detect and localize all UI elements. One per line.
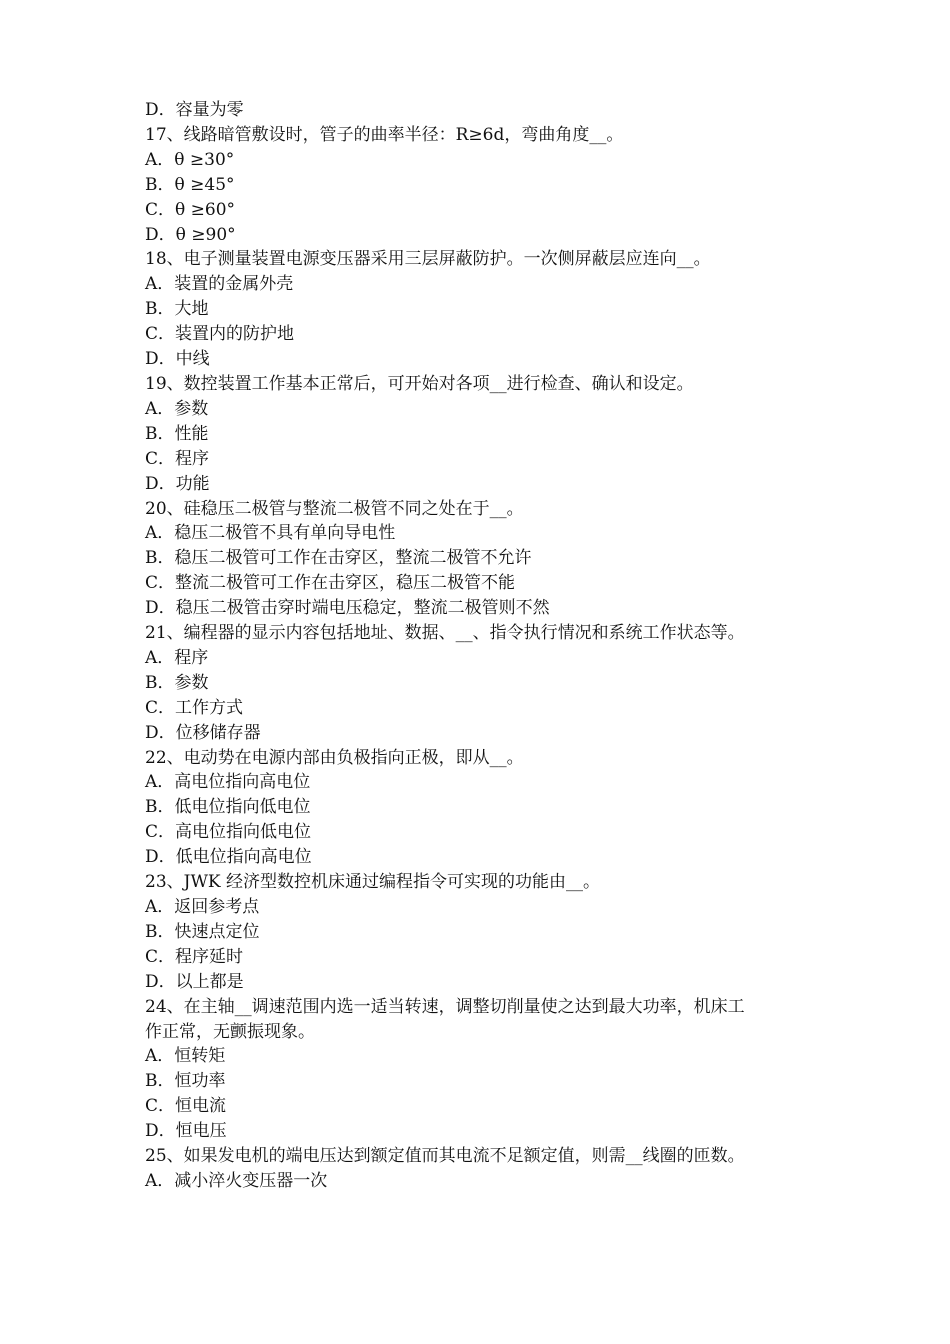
question-24-stem-continued: 作正常，无颤振现象。 — [145, 1021, 315, 1042]
option-line: C．高电位指向低电位 — [145, 822, 312, 843]
option-line: B．恒功率 — [145, 1071, 226, 1092]
option-line: B．低电位指向低电位 — [145, 797, 311, 818]
option-line: A．稳压二极管不具有单向导电性 — [145, 523, 396, 544]
option-line: B．θ ≥45° — [145, 174, 235, 195]
option-line: D．恒电压 — [145, 1121, 227, 1142]
option-line: A．程序 — [145, 647, 209, 668]
question-18-stem: 18、电子测量装置电源变压器采用三层屏蔽防护。一次侧屏蔽层应连向__。 — [145, 249, 711, 270]
option-line: A．参数 — [145, 398, 209, 419]
option-line: D．功能 — [145, 473, 210, 494]
option-line: B．稳压二极管可工作在击穿区，整流二极管不允许 — [145, 548, 532, 569]
question-17-stem: 17、线路暗管敷设时，管子的曲率半径：R≥6d，弯曲角度__。 — [145, 124, 624, 145]
option-line: A．θ ≥30° — [145, 149, 235, 170]
option-line: D．稳压二极管击穿时端电压稳定，整流二极管则不然 — [145, 598, 550, 619]
option-line: C．θ ≥60° — [145, 199, 236, 220]
option-line: A．装置的金属外壳 — [145, 274, 294, 295]
option-line: D．θ ≥90° — [145, 224, 236, 245]
option-line: B．大地 — [145, 299, 209, 320]
option-line: A．减小淬火变压器一次 — [145, 1170, 328, 1191]
option-line: A．返回参考点 — [145, 897, 260, 917]
option-line: C．恒电流 — [145, 1096, 227, 1117]
option-line: C．工作方式 — [145, 697, 244, 718]
option-line: C．整流二极管可工作在击穿区，稳压二极管不能 — [145, 573, 516, 594]
option-line: B．参数 — [145, 672, 209, 693]
option-line: D．以上都是 — [145, 971, 244, 992]
option-line: D．容量为零 — [145, 100, 244, 120]
option-line: C．装置内的防护地 — [145, 324, 295, 345]
question-text-block — [145, 98, 815, 1194]
option-line: C．程序 — [145, 448, 210, 469]
question-19-stem: 19、数控装置工作基本正常后，可开始对各项__进行检查、确认和设定。 — [145, 373, 694, 394]
option-line: B．性能 — [145, 423, 209, 444]
option-line: D．位移储存器 — [145, 722, 261, 743]
question-22-stem: 22、电动势在电源内部由负极指向正极，即从__。 — [145, 747, 524, 768]
option-line: A．恒转矩 — [145, 1046, 226, 1067]
option-line: B．快速点定位 — [145, 921, 260, 942]
question-21-stem: 21、编程器的显示内容包括地址、数据、__、指令执行情况和系统工作状态等。 — [145, 623, 745, 644]
question-25-stem: 25、如果发电机的端电压达到额定值而其电流不足额定值，则需__线圈的匝数。 — [145, 1146, 745, 1167]
question-20-stem: 20、硅稳压二极管与整流二极管不同之处在于__。 — [145, 498, 524, 519]
question-23-stem: 23、JWK 经济型数控机床通过编程指令可实现的功能由__。 — [145, 872, 601, 893]
option-line: D．中线 — [145, 349, 210, 370]
option-line: C．程序延时 — [145, 946, 244, 967]
question-24-stem: 24、在主轴__调速范围内选一适当转速，调整切削量使之达到最大功率，机床工 — [145, 996, 745, 1017]
option-line: D．低电位指向高电位 — [145, 847, 312, 868]
option-line: A．高电位指向高电位 — [145, 772, 311, 793]
